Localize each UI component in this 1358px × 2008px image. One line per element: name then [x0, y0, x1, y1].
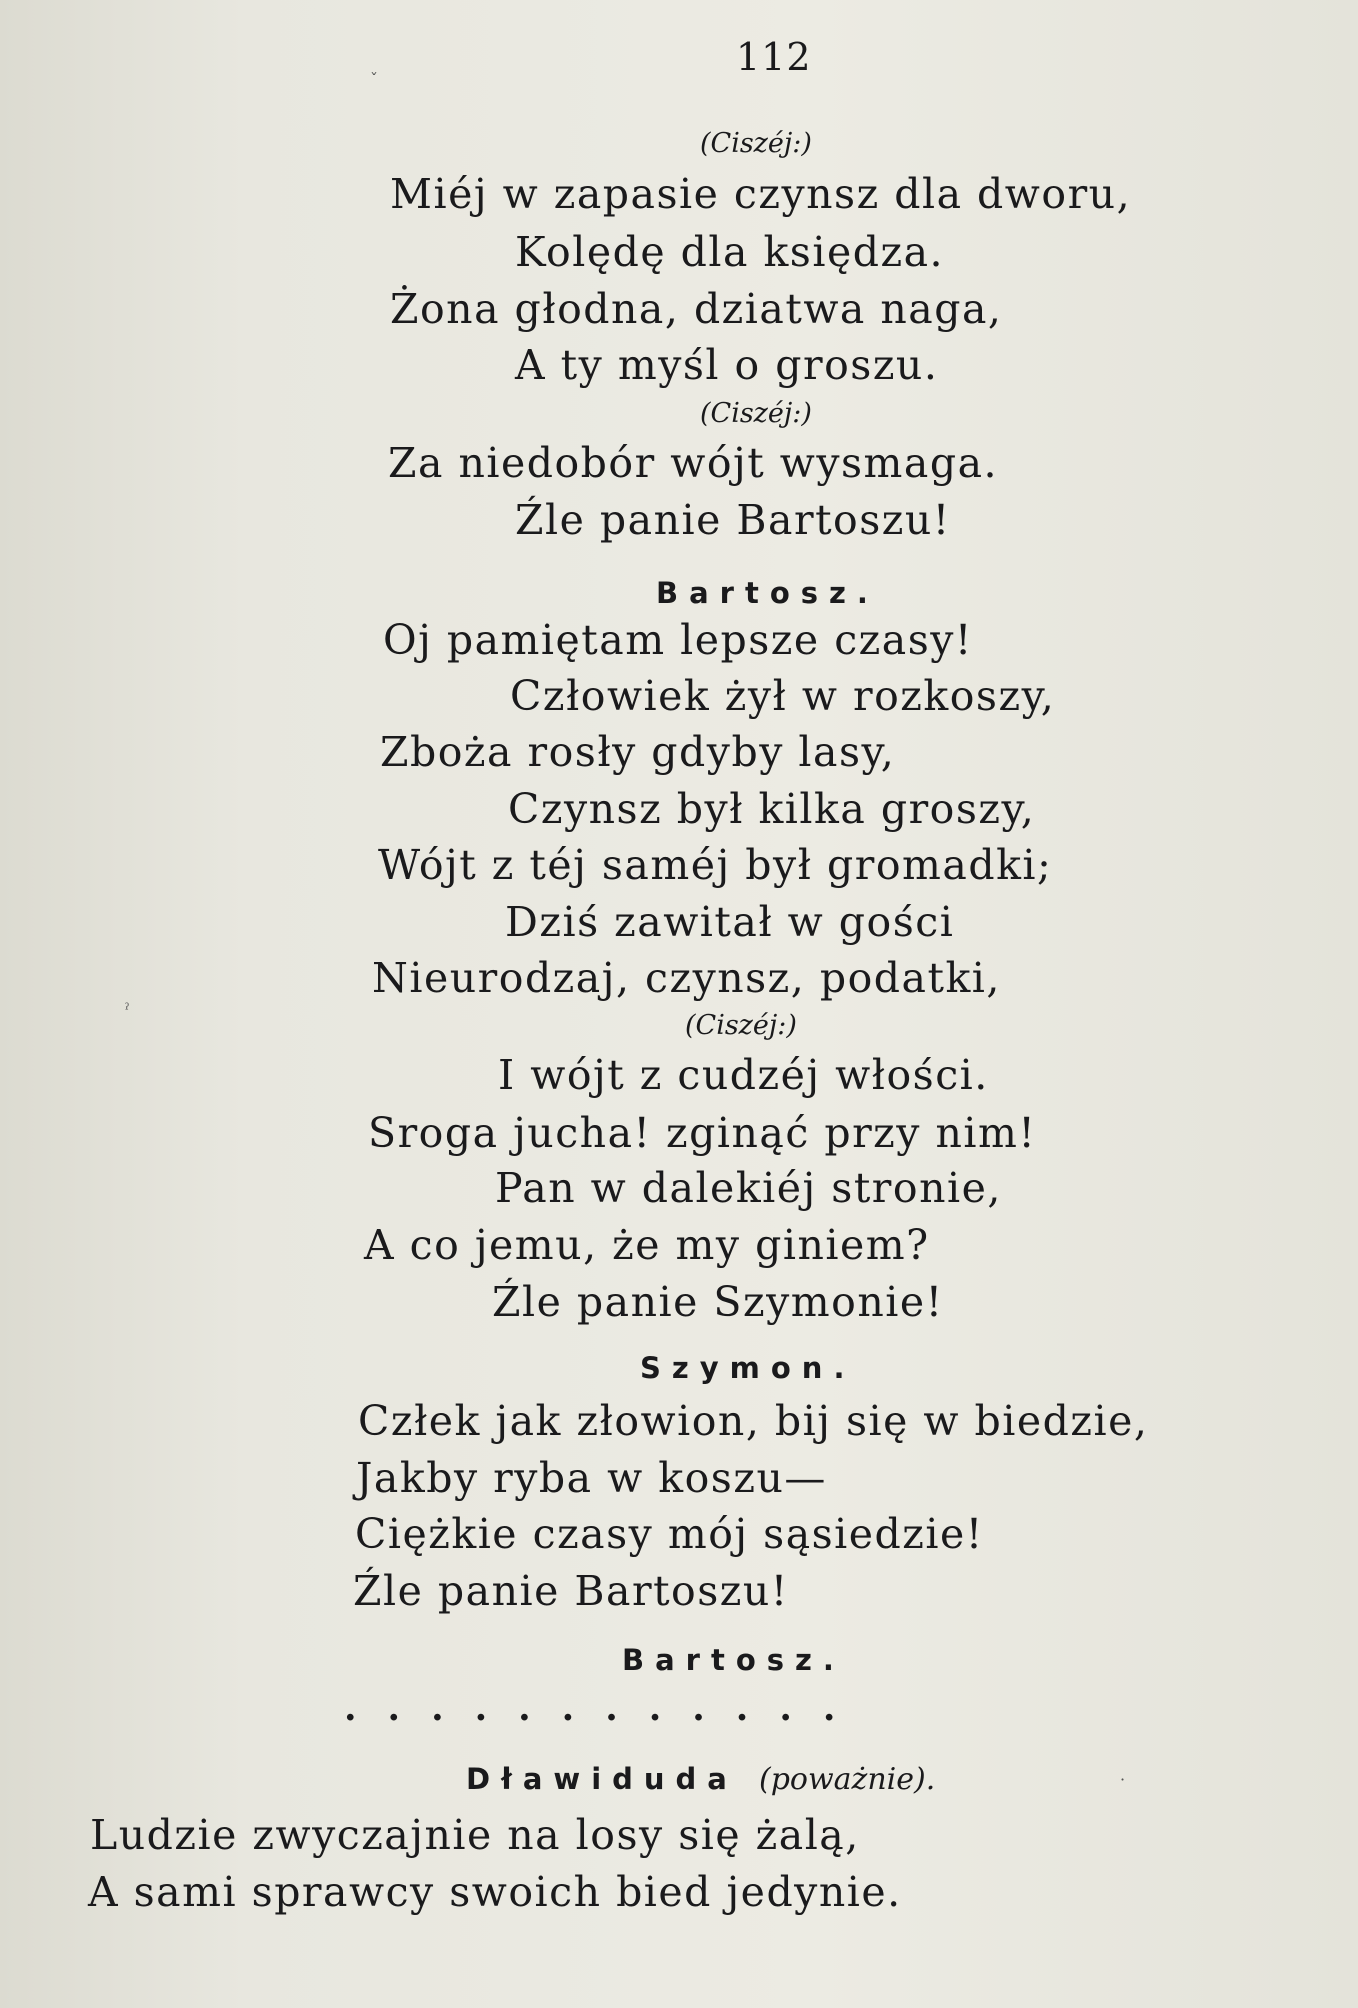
stage-direction: (Ciszéj:): [700, 398, 812, 429]
verse-line: Za niedobór wójt wysmaga.: [388, 439, 999, 487]
verse-line: Dziś zawitał w gości: [505, 898, 955, 946]
verse-line: Źle panie Bartoszu!: [353, 1567, 789, 1615]
verse-line: Źle panie Bartoszu!: [515, 496, 951, 544]
verse-line: Źle panie Szymonie!: [492, 1278, 944, 1326]
verse-line: Sroga jucha! zginąć przy nim!: [368, 1109, 1037, 1157]
page-number: 112: [736, 35, 812, 79]
paper-speck: ˇ: [370, 70, 378, 89]
verse-line: Człek jak złowion, bij się w biedzie,: [358, 1397, 1149, 1445]
verse-line: A ty myśl o groszu.: [515, 341, 939, 389]
verse-line: Miéj w zapasie czynsz dla dworu,: [390, 170, 1132, 218]
speaker-name-text: Dławiduda: [466, 1762, 738, 1796]
speaker-name: Bartosz.: [656, 576, 879, 610]
verse-line: Kolędę dla księdza.: [515, 228, 945, 276]
verse-line: Nieurodzaj, czynsz, podatki,: [372, 954, 1001, 1002]
verse-line: Jakby ryba w koszu—: [356, 1454, 827, 1502]
verse-line: Oj pamiętam lepsze czasy!: [383, 616, 973, 664]
verse-line: Zboża rosły gdyby lasy,: [380, 728, 896, 776]
stage-direction: (Ciszéj:): [685, 1010, 797, 1041]
verse-line: Człowiek żył w rozkoszy,: [510, 672, 1056, 720]
verse-line: A co jemu, że my giniem?: [364, 1221, 930, 1269]
paper-speck: ˀ: [125, 1000, 130, 1019]
paper-speck: ·: [1120, 1770, 1126, 1789]
verse-line: Ciężkie czasy mój sąsiedzie!: [355, 1510, 984, 1558]
speaker-name: [466, 1762, 936, 1797]
omission-dots: ............: [344, 1687, 867, 1729]
verse-line: Żona głodna, dziatwa naga,: [390, 285, 1003, 333]
speaker-name: Bartosz.: [622, 1643, 845, 1677]
stage-direction: (poważnie).: [758, 1762, 936, 1797]
verse-line: Wójt z téj saméj był gromadki;: [378, 841, 1053, 889]
verse-line: I wójt z cudzéj włości.: [498, 1051, 989, 1099]
stage-direction: (Ciszéj:): [700, 128, 812, 159]
speaker-name: Szymon.: [640, 1351, 856, 1385]
verse-line: Czynsz był kilka groszy,: [508, 785, 1036, 833]
verse-line: Pan w dalekiéj stronie,: [495, 1164, 1002, 1212]
verse-line: Ludzie zwyczajnie na losy się żalą,: [90, 1811, 860, 1859]
verse-line: A sami sprawcy swoich bied jedynie.: [88, 1868, 902, 1916]
